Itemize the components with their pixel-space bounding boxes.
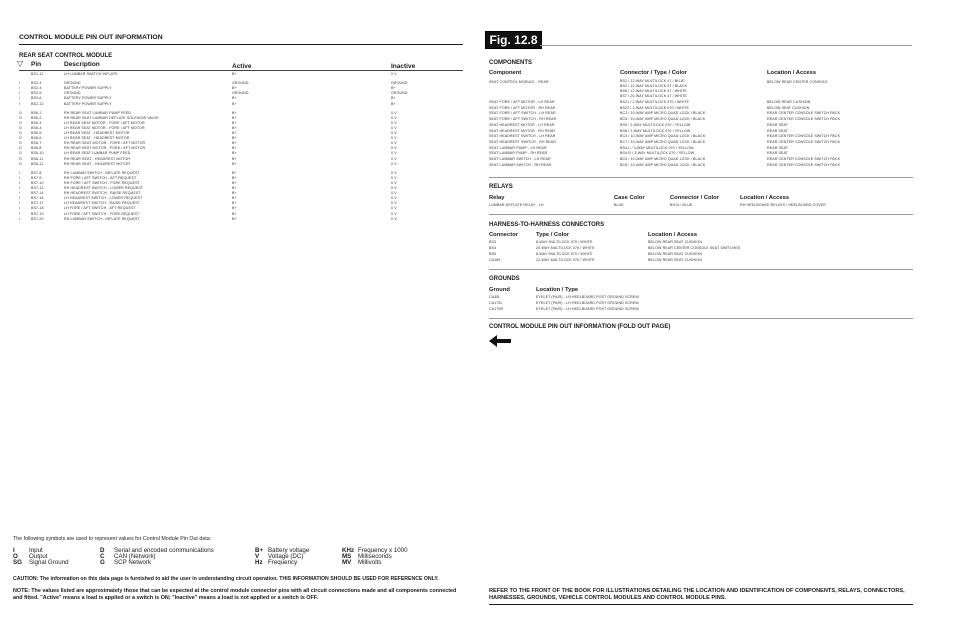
harness-connector: CA189	[489, 258, 501, 262]
component-name: SEAT LUMBAR SWITCH - RH REAR	[489, 162, 552, 167]
pin-io-code: O	[19, 156, 22, 161]
pin-io-code: O	[19, 151, 22, 156]
pin-active-value: B+	[232, 211, 237, 216]
pin-io-code: I	[19, 170, 21, 175]
grounds-col-ground: Ground	[489, 287, 510, 293]
harness-title: HARNESS-TO-HARNESS CONNECTORS	[489, 222, 605, 228]
comp-first-connector-0: BS1 / 12-WAY MULTILOCK 47 / BLUE	[620, 79, 685, 83]
pin-description: GROUND	[64, 81, 81, 86]
pin-io-code: I	[19, 175, 21, 180]
component-connector: BC5 / 10-WAY AMP MICRO QUAD LOCK / BLACK	[620, 157, 706, 161]
harness-type: 12-WAY MULTILOCK 070 / WHITE	[536, 258, 595, 262]
legend-key: B+	[255, 547, 264, 554]
pin-active-value: B+	[232, 170, 237, 175]
component-name: SEAT LUMBAR SWITCH - LH REAR	[489, 157, 551, 161]
pin-number: BS2-12	[31, 101, 44, 106]
pin-description: RH REAR SEAT MOTOR - FORE / AFT MOTOR	[64, 141, 146, 146]
pin-description: BATTERY POWER SUPPLY	[64, 86, 112, 91]
pin-description: RH FORE / AFT SWITCH - FORE REQUEST	[64, 180, 140, 185]
pin-number: BS6-7	[31, 141, 42, 146]
pin-number: BS2-6	[31, 96, 42, 101]
component-location: REAR SEAT	[767, 122, 789, 127]
pin-inactive-value: 0 V	[391, 161, 397, 166]
pin-inactive-value: 0 V	[391, 180, 397, 185]
comp-col-location: Location / Access	[767, 70, 817, 76]
pin-active-value: B+	[232, 72, 237, 76]
pin-number: BS6-1	[31, 110, 42, 115]
pin-description: LH FORE / AFT SWITCH - FORE REQUEST	[64, 211, 140, 216]
pin-inactive-value: 0 V	[391, 141, 397, 146]
component-name: SEAT FORE / AFT SWITCH - LH REAR	[489, 111, 556, 116]
harness-location: BELOW REAR CENTER CONSOLE SEAT SWITCHES	[648, 246, 741, 250]
legend-key: SG	[13, 559, 22, 567]
component-connector: BS4-R / 3-WAY MULTILOCK 070 / YELLOW	[620, 151, 695, 156]
component-name: SEAT LUMBAR PUMP - LH REAR	[489, 145, 547, 150]
harness-connector: BS3	[489, 240, 497, 244]
pin-inactive-value: 0 V	[391, 211, 397, 216]
component-location: REAR CENTER CONSOLE SWITCH PACK	[767, 117, 841, 122]
pin-active-value: B+	[232, 96, 237, 101]
pin-active-value: B+	[232, 206, 237, 211]
pin-table-header	[17, 60, 437, 70]
pin-io-code: I	[19, 191, 21, 196]
ground-location: EYELET (PAIR) - LH HEELBOARD POST GROUND SCREW	[536, 295, 639, 299]
pin-row	[0, 72, 420, 77]
pin-inactive-value: B+	[391, 101, 396, 106]
pin-description: BATTERY POWER SUPPLY	[64, 101, 112, 106]
component-location: REAR CENTER CONSOLE SWITCH PACK	[767, 157, 841, 161]
legend-label: Output	[29, 553, 48, 561]
component-connector: BC8 / 10-WAY AMP MICRO QUAD LOCK / BLACK	[620, 162, 706, 167]
pin-inactive-value: 0 V	[391, 191, 397, 196]
col-inactive-header: Inactive	[391, 63, 416, 70]
harness-location: BELOW REAR SEAT CUSHION	[648, 258, 702, 262]
ground-id: CA175L	[489, 301, 503, 305]
pin-inactive-value: 0 V	[391, 120, 397, 125]
legend-label: Input	[29, 547, 43, 554]
pin-active-value: B+	[232, 201, 237, 206]
harness-connector: BS4	[489, 246, 497, 250]
pin-io-code: I	[19, 81, 21, 86]
components-rule	[489, 177, 913, 178]
caution-text: CAUTION: The information on this data page is furnished to aid the user in understanding circuit operation. THIS INFORMATION SHOULD BE USED FOR REFERENCE ONLY.	[13, 576, 439, 582]
pin-inactive-value: 0 V	[391, 206, 397, 211]
pin-inactive-value: 0 V	[391, 170, 397, 175]
pin-inactive-value: B+	[391, 86, 396, 91]
relays-rule	[489, 214, 913, 215]
pin-active-value: B+	[232, 161, 237, 166]
footer-rule	[489, 604, 913, 605]
pin-io-code: O	[19, 161, 22, 166]
pin-number: BS6-3	[31, 120, 42, 125]
legend-label: Signal Ground	[29, 559, 69, 567]
legend-key: KHz	[342, 547, 355, 554]
pin-description: RH LUMBAR SWITCH - INFLATE REQUEST	[64, 216, 140, 221]
pin-description: LH REAR SEAT - HEADREST MOTOR	[64, 136, 130, 141]
component-name: SEAT LUMBAR PUMP - RH REAR	[489, 151, 548, 156]
col-pin-header: Pin	[31, 61, 42, 68]
pin-description: RH REAR SEAT MOTOR - FORE / AFT MOTOR	[64, 146, 146, 151]
pin-row	[0, 217, 420, 222]
harness-location: BELOW REAR SEAT CUSHION	[648, 240, 702, 244]
pin-io-code: I	[19, 91, 21, 96]
pin-inactive-value: 0 V	[391, 216, 397, 221]
header-rule	[19, 70, 463, 71]
pin-description: LH REAR SEAT - HEADREST MOTOR	[64, 131, 130, 135]
component-location: REAR CENTER CONSOLE SWITCH PACK	[767, 139, 841, 144]
pin-description: LH REAR SEAT MOTOR - FORE / AFT MOTOR	[64, 120, 145, 125]
pin-active-value: B+	[232, 156, 237, 161]
component-connector: BC6 / 10-WAY AMP MICRO QUAD LOCK / BLACK	[620, 117, 706, 122]
relay-connector: BS14 / BLUE	[670, 203, 693, 207]
component-connector: BS21 / 2-WAY MULTILOCK 070 / WHITE	[620, 100, 689, 104]
harness-col-location: Location / Access	[648, 232, 698, 238]
pin-description: RH REAR SEAT - HEADREST MOTOR	[64, 161, 131, 166]
pin-number: BS6-11	[31, 156, 44, 161]
harness-col-type: Type / Color	[536, 232, 570, 238]
pin-number: BS6-10	[31, 151, 44, 156]
pin-inactive-value: 0 V	[391, 151, 397, 156]
pin-active-value: B+	[232, 136, 237, 141]
pin-inactive-value: GROUND	[391, 91, 408, 96]
component-connector: BS22 / 2-WAY MULTILOCK 070 / WHITE	[620, 105, 689, 110]
relay-col-connector: Connector / Color	[670, 195, 719, 201]
pin-number: BS6-12	[31, 161, 44, 166]
pin-description: GROUND	[64, 91, 81, 96]
ground-location: EYELET (PAIR) - LH HEELBOARD POST GROUND SCREW	[536, 307, 639, 311]
pin-inactive-value: B+	[391, 96, 396, 101]
pin-number: BS7-18	[31, 206, 44, 211]
pin-inactive-value: 0 V	[391, 131, 397, 135]
comp-col-component: Component	[489, 70, 522, 76]
pin-io-code: O	[19, 136, 22, 141]
figure-badge: Fig. 12.8	[485, 31, 542, 49]
pin-number: BS2-3	[31, 81, 42, 86]
pin-io-code: O	[19, 120, 22, 125]
triangle-down-icon: ▽	[17, 59, 24, 68]
comp-first-component: SEAT CONTROL MODULE - REAR	[489, 80, 549, 84]
pin-io-code: O	[19, 110, 22, 115]
pin-io-code: I	[19, 96, 21, 101]
note-text: NOTE: The values listed are approximately those that can be expected at the control module connector pins with all circuit connections made and all components connected and fitted. "Active" means a load is applied or a switch is ON; "Inactive" means a load is not applied or a switch is OFF.	[13, 588, 457, 601]
comp-first-location: BELOW REAR CENTER CONSOLE	[767, 80, 828, 84]
col-active-header: Active	[232, 63, 252, 70]
pin-number: BS6-6	[31, 136, 42, 141]
harness-location: BELOW REAR SEAT CUSHION	[648, 252, 702, 256]
pin-io-code: O	[19, 131, 22, 135]
pin-inactive-value: 0 V	[391, 156, 397, 161]
pin-description: LH LUMBAR SWITCH INFLATE	[64, 72, 118, 76]
comp-col-connector: Connector / Type / Color	[620, 70, 687, 76]
comp-first-connector-3: BS7 / 20-WAY MULTILOCK 47 / WHITE	[620, 94, 687, 98]
legend-label: Frequency	[268, 559, 298, 567]
comp-first-connector-1: BS2 / 12-WAY MULTILOCK 47 / BLACK	[620, 84, 688, 88]
component-connector: BS8 / 2-WAY MULTILOCK 070 / YELLOW	[620, 128, 691, 133]
pin-inactive-value: 0 V	[391, 196, 397, 201]
grounds-title: GROUNDS	[489, 276, 520, 282]
pin-description: RH FORE / AFT SWITCH - AFT REQUEST	[64, 175, 137, 180]
pin-number: BS2-5	[31, 91, 42, 96]
component-name: SEAT HEADREST MOTOR - RH REAR	[489, 128, 556, 133]
pin-active-value: B+	[232, 141, 237, 146]
pin-io-code: O	[19, 141, 22, 146]
pin-number: BS2-4	[31, 86, 42, 91]
legend-key: I	[13, 547, 15, 554]
pin-active-value: B+	[232, 180, 237, 185]
pin-active-value: GROUND	[232, 81, 249, 86]
pin-inactive-value: 0 V	[391, 115, 397, 120]
pin-io-code: I	[19, 216, 21, 221]
pin-active-value: B+	[232, 196, 237, 201]
harness-type: 20-WAY MULTILOCK 070 / WHITE	[536, 246, 595, 250]
legend-label: Serial and encoded communications	[114, 547, 214, 554]
pin-number: BS7-8	[31, 170, 42, 175]
relays-title: RELAYS	[489, 184, 513, 190]
pin-row	[0, 102, 420, 107]
pin-description: LH REAR SEAT MOTOR - FORE / AFT MOTOR	[64, 125, 145, 130]
pin-description: RH REAR SEAT LUMBAR PUMP FEED	[64, 110, 132, 115]
relay-col-location: Location / Access	[740, 195, 790, 201]
legend-key: MV	[342, 559, 352, 567]
pin-description: BATTERY POWER SUPPLY	[64, 96, 112, 101]
legend-key: MS	[342, 553, 352, 561]
pin-inactive-value: 0 V	[391, 72, 397, 76]
pin-active-value: GROUND	[232, 91, 249, 96]
pin-description: RH HEADREST SWITCH - LOWER REQUEST	[64, 186, 144, 190]
component-name: SEAT FORE / AFT MOTOR - RH REAR	[489, 105, 556, 110]
legend-label: Millivolts	[358, 559, 382, 567]
pin-io-code: I	[19, 211, 21, 216]
pin-io-code: O	[19, 115, 22, 120]
legend-key: V	[255, 553, 260, 561]
component-name: SEAT FORE / AFT MOTOR - LH REAR	[489, 100, 555, 104]
ground-id: CA35L	[489, 295, 501, 299]
pin-io-code: I	[19, 86, 21, 91]
refer-text: REFER TO THE FRONT OF THE BOOK FOR ILLUSTRATIONS DETAILING THE LOCATION AND IDENTIFICATION OF COMPONENTS, RELAYS, CONNECTORS, HARNESSES, GROUNDS, VEHICLE CONTROL MODULES AND CONTROL MODULE PINS.	[489, 588, 905, 601]
pin-inactive-value: 0 V	[391, 186, 397, 190]
pin-number: BS7-14	[31, 191, 44, 196]
legend-intro: The following symbols are used to represent values for Control Module Pin Out data:	[13, 536, 212, 542]
component-location: REAR CENTER CONSOLE SWITCH PACK	[767, 111, 841, 116]
pin-io-code: I	[19, 180, 21, 185]
pin-number: BS6-4	[31, 125, 42, 130]
pin-inactive-value: 0 V	[391, 146, 397, 151]
relay-name: LUMBAR DEFLATE RELAY - LH	[489, 203, 544, 207]
legend-label: Frequency x 1000	[358, 547, 408, 554]
pin-active-value: B+	[232, 146, 237, 151]
component-location: REAR CENTER CONSOLE SWITCH PACK	[767, 162, 841, 167]
legend-label: Milliseconds	[358, 553, 392, 561]
pin-io-code: I	[19, 201, 21, 206]
legend-key: G	[100, 559, 105, 567]
pin-io-code: I	[19, 101, 21, 106]
component-name: SEAT FORE / AFT SWITCH - RH REAR	[489, 117, 557, 122]
legend-label: Voltage (DC)	[268, 553, 304, 561]
component-connector: BS9 / 2-WAY MULTILOCK 070 / YELLOW	[620, 122, 691, 127]
pin-active-value: B+	[232, 120, 237, 125]
relay-case-color: BLUE	[614, 203, 624, 207]
pin-active-value: B+	[232, 191, 237, 196]
harness-rule	[489, 269, 913, 270]
component-connector: BC7 / 10-WAY AMP MICRO QUAD LOCK / BLACK	[620, 139, 706, 144]
foldout-title: CONTROL MODULE PIN OUT INFORMATION (FOLD OUT PAGE)	[489, 324, 671, 330]
pin-io-code: O	[19, 146, 22, 151]
pin-active-value: B+	[232, 131, 237, 135]
relay-col-relay: Relay	[489, 195, 505, 201]
pin-io-code: O	[19, 125, 22, 130]
pin-active-value: B+	[232, 101, 237, 106]
legend-label: CAN (Network)	[114, 553, 156, 561]
pin-inactive-value: 0 V	[391, 201, 397, 206]
pin-description: RH REAR SEAT - HEADREST MOTOR	[64, 156, 131, 161]
pin-number: BS7-17	[31, 201, 44, 206]
col-description-header: Description	[64, 61, 100, 68]
relay-col-case: Case Color	[614, 195, 645, 201]
component-name: SEAT HEADREST SWITCH - RH REAR	[489, 139, 557, 144]
components-title: COMPONENTS	[489, 60, 533, 66]
module-title: REAR SEAT CONTROL MODULE	[19, 53, 113, 59]
component-location: BELOW SEAT CUSHION	[767, 105, 810, 110]
component-location: REAR CENTER CONSOLE SWITCH PACK	[767, 134, 841, 139]
pin-number: BS7-19	[31, 211, 44, 216]
harness-connector: BS5	[489, 252, 497, 256]
pin-description: LH HEADREST SWITCH - LOWER REQUEST	[64, 196, 143, 201]
legend-key: O	[13, 553, 18, 561]
title-rule	[19, 44, 463, 45]
pin-active-value: B+	[232, 216, 237, 221]
pin-active-value: B+	[232, 86, 237, 91]
page-title: CONTROL MODULE PIN OUT INFORMATION	[19, 34, 163, 41]
pin-number: BS7-20	[31, 216, 44, 221]
pin-description: RH LUMBAR SWITCH - INFLATE REQUEST	[64, 170, 140, 175]
harness-col-connector: Connector	[489, 232, 518, 238]
pin-active-value: B+	[232, 175, 237, 180]
component-location: REAR SEAT	[767, 145, 789, 150]
pin-active-value: B+	[232, 186, 237, 190]
component-location: REAR SEAT	[767, 151, 789, 156]
component-connector: BC3 / 10-WAY AMP MICRO QUAD LOCK / BLACK	[620, 111, 706, 116]
component-name: SEAT HEADREST SWITCH - LH REAR	[489, 134, 556, 139]
pin-description: LH FORE / AFT SWITCH - AFT REQUEST	[64, 206, 136, 211]
pin-description: RH HEADREST SWITCH - RAISE REQUEST	[64, 191, 141, 196]
pin-description: LH HEADREST SWITCH - RAISE REQUEST	[64, 201, 141, 206]
pin-inactive-value: 0 V	[391, 175, 397, 180]
component-connector: BC4 / 10-WAY AMP MICRO QUAD LOCK / BLACK	[620, 134, 706, 139]
legend-label: SCP Network	[114, 559, 152, 567]
fig-rule	[540, 45, 912, 46]
pin-active-value: B+	[232, 151, 237, 156]
pin-number: BS6-8	[31, 146, 42, 151]
pin-io-code: I	[19, 186, 21, 190]
component-location: REAR SEAT	[767, 128, 789, 133]
pin-active-value: B+	[232, 115, 237, 120]
pin-inactive-value: 0 V	[391, 136, 397, 141]
legend-label: Battery voltage	[268, 547, 310, 554]
pin-description: LH REAR SEAT LUMBAR PUMP FEED	[64, 151, 131, 156]
pin-inactive-value: GROUND	[391, 81, 408, 86]
pin-inactive-value: 0 V	[391, 125, 397, 130]
pin-description: RH REAR SEAT LUMBAR DEFLATE SOLENOID VALVE	[64, 115, 159, 120]
grounds-col-location: Location / Type	[536, 287, 579, 293]
pin-active-value: B+	[232, 125, 237, 130]
component-location: BELOW REAR CUSHION	[767, 100, 811, 104]
ground-location: EYELET (PAIR) - LH HEELBOARD POST GROUND SCREW	[536, 301, 639, 305]
legend-key: D	[100, 547, 105, 554]
harness-type: 8-WAY MULTILOCK 070 / WHITE	[536, 240, 593, 244]
pin-inactive-value: 0 V	[391, 110, 397, 115]
pin-active-value: B+	[232, 110, 237, 115]
pin-number: BS6-5	[31, 131, 42, 135]
pin-io-code: I	[19, 206, 21, 211]
pin-number: BS7-9	[31, 175, 42, 180]
legend-key: C	[100, 553, 105, 561]
pin-io-code: I	[19, 196, 21, 201]
component-connector: BS4-L / 3-WAY MULTILOCK 070 / YELLOW	[620, 145, 694, 150]
legend-key: Hz	[255, 559, 263, 567]
relay-location: RH HEELBOARD RELAYS / HEELBOARD COVER	[740, 203, 826, 207]
grounds-rule	[489, 318, 913, 319]
ground-id: CA175R	[489, 307, 504, 311]
harness-type: 8-WAY MULTILOCK 070 / WHITE	[536, 252, 593, 256]
pin-number: BS6-2	[31, 115, 42, 120]
arrow-left-icon[interactable]	[489, 335, 511, 347]
pin-number: BS1-11	[31, 72, 44, 76]
comp-first-connector-2: BS6 / 12-WAY MULTILOCK 47 / WHITE	[620, 89, 687, 93]
pin-number: BS7-16	[31, 196, 44, 201]
pin-number: BS7-10	[31, 180, 44, 185]
pin-number: BS7-13	[31, 186, 44, 190]
pin-row	[0, 162, 420, 167]
component-name: SEAT HEADREST MOTOR - LH REAR	[489, 122, 555, 127]
